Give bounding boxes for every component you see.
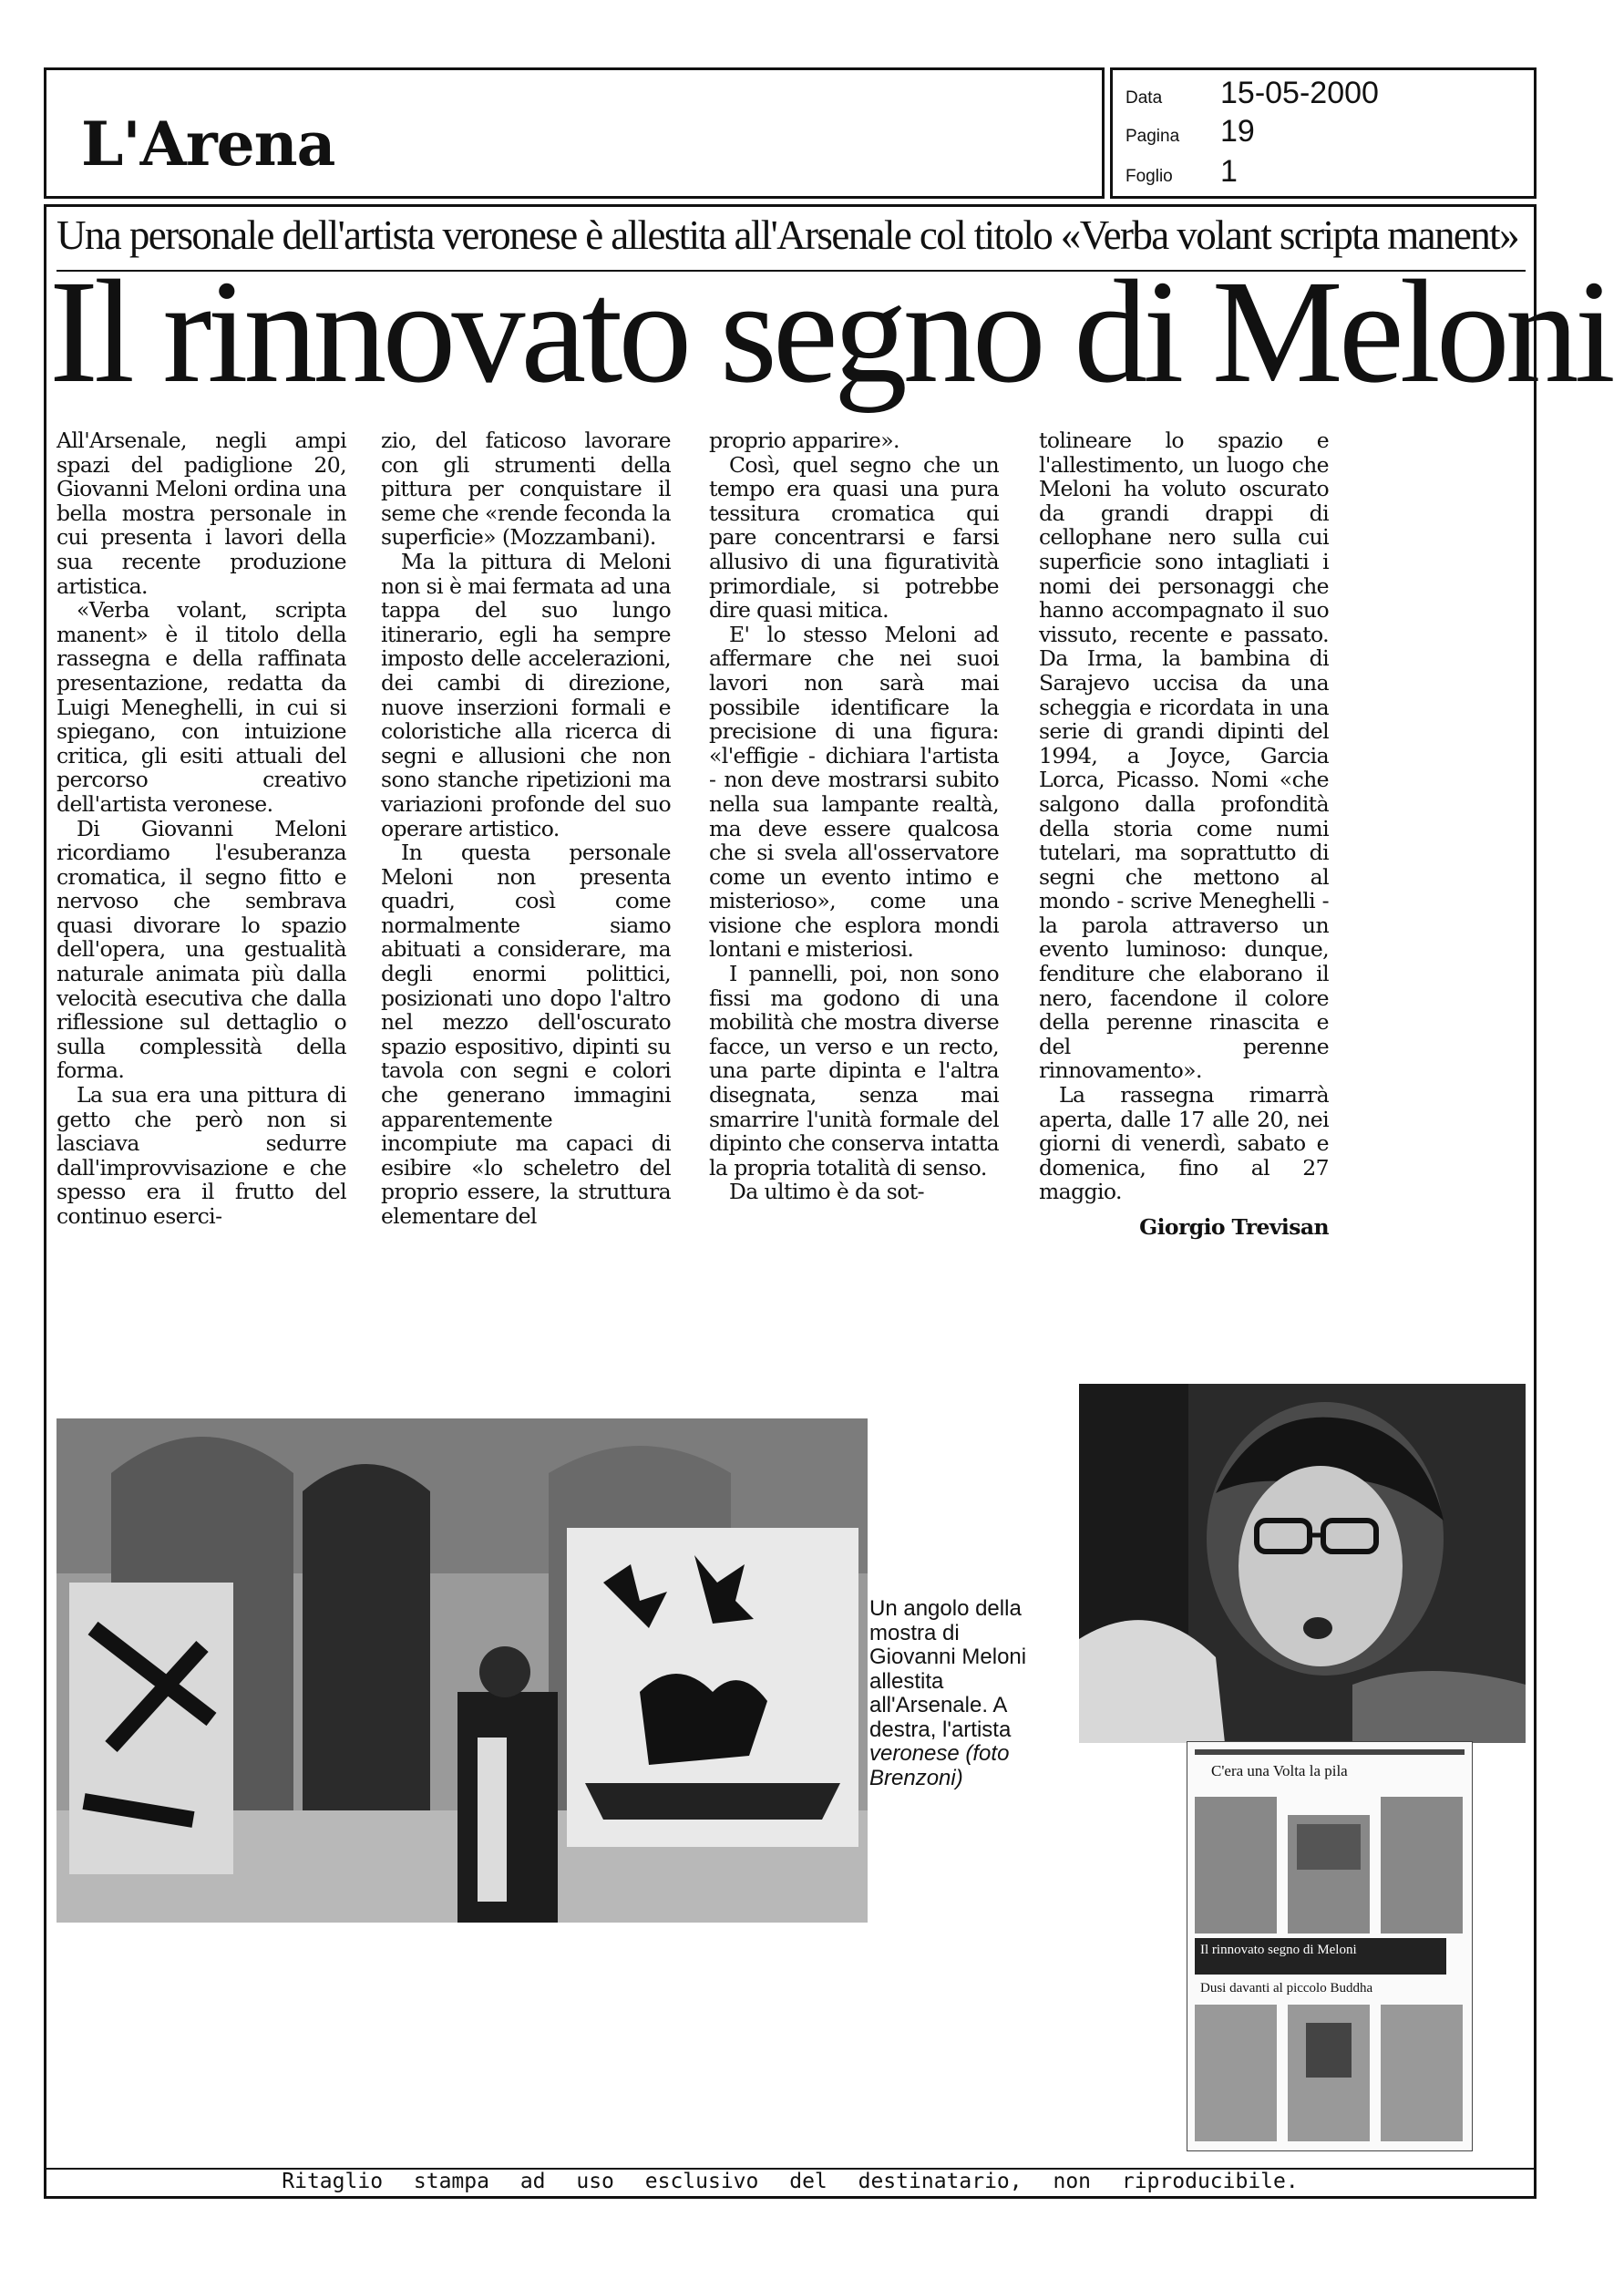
caption-text: Un angolo della mostra di Giovanni Meloni allestita all'Arsenale. A destra, l'artista <box>869 1596 1027 1742</box>
foglio-label: Foglio <box>1125 167 1173 186</box>
paragraph: La rassegna rimarrà aperta, dalle 17 alle 20, nei giorni di venerdì, sabato e domenica, fino al 27 maggio. <box>1039 1082 1329 1205</box>
article-column-2 <box>381 428 671 1229</box>
paragraph: Di Giovanni Meloni ricordiamo l'esuberanza cromatica, il segno fitto e nervoso che sembrava quasi divorare lo spazio dell'opera, una gestualità naturale animata più dalla velocità esecutiva che dalla riflessione sul dettaglio o sulla complessità della forma. <box>57 815 346 1084</box>
pagina-label: Pagina <box>1125 127 1180 146</box>
paragraph: All'Arsenale, negli ampi spazi del padiglione 20, Giovanni Meloni ordina una bella mostra personale in cui presenta i lavori della sua recente produzione artistica. <box>57 428 346 599</box>
page-thumbnail <box>1187 1741 1473 2151</box>
data-label: Data <box>1125 88 1163 108</box>
article-headline: Il rinnovato segno di Meloni <box>49 251 1611 414</box>
data-value: 15-05-2000 <box>1220 76 1379 110</box>
foglio-value: 1 <box>1220 154 1238 189</box>
paragraph: E' lo stesso Meloni ad affermare che nei suoi lavori non sarà mai possibile identificare la precisione di una figura: «l'effigie - dichiara l'artista - non deve mostrarsi subito nella sua lampante realtà, ma deve essere qualcosa che si svela all'osservatore come un evento intimo e misterioso», come una visione che esplora mondi lontani e misteriosi. <box>709 621 999 963</box>
info-row-pagina <box>1125 114 1255 150</box>
thumbnail-bottom-texture <box>1187 1977 1472 2150</box>
paragraph: I pannelli, poi, non sono fissi ma godono di una mobilità che mostra diverse facce, un verso e un recto, una parte dipinta e l'altra disegnata, senza mai smarrire l'unità formale del dipinto che conserva intatta la propria totalità di senso. <box>709 961 999 1181</box>
paragraph: Ma la pittura di Meloni non si è mai fermata ad una tappa del suo lungo itinerario, egli ha sempre imposto delle accelerazioni, dei cambi di direzione, nuove inserzioni formali e coloristiche alla ricerca di segni e allusioni che non sono stanche ripetizioni ma variazioni profonde del suo operare artistico. <box>381 548 671 841</box>
info-row-foglio <box>1125 154 1238 190</box>
caption-italic: veronese (foto Brenzoni) <box>869 1741 1010 1790</box>
author-signature: Giorgio Trevisan <box>1139 1214 1329 1240</box>
article-column-4 <box>1039 428 1329 1240</box>
masthead <box>44 67 1105 199</box>
thumbnail-headline-3: Dusi davanti al piccolo Buddha <box>1200 1981 1373 1995</box>
exhibition-photo <box>57 1418 868 1923</box>
article-kicker: Una personale dell'artista veronese è allestita all'Arsenale col titolo «Verba volant scripta manent» <box>57 212 1518 258</box>
paragraph: Da ultimo è da sot- <box>729 1179 924 1205</box>
clipping-info-box <box>1110 67 1537 199</box>
exhibition-photo-image <box>57 1418 868 1923</box>
thumbnail-headline-1: C'era una Volta la pila <box>1211 1762 1348 1779</box>
clipping-footer: Ritaglio stampa ad uso esclusivo del destinatario, non riproducibile. <box>282 2170 1299 2193</box>
thumbnail-headline-2: Il rinnovato segno di Meloni <box>1200 1943 1357 1957</box>
article-column-1 <box>57 428 346 1229</box>
paragraph: proprio apparire». <box>709 428 899 453</box>
info-row-data <box>1125 76 1379 111</box>
artist-portrait-photo <box>1079 1384 1526 1743</box>
paragraph: Così, quel segno che un tempo era quasi una pura tessitura cromatica qui pare concentrarsi e farsi allusivo di una figuratività primordiale, si potrebbe dire quasi mitica. <box>709 451 999 624</box>
paragraph: tolineare lo spazio e l'allestimento, un luogo che Meloni ha voluto oscurato da grandi drappi di cellophane nero sulla cui superficie sono intagliati i nomi dei personaggi che hanno accompagnato il suo vissuto, recente e passato. Da Irma, la bambina di Sarajevo uccisa da una scheggia e ricordata in una serie di grandi dipinti del 1994, a Joyce, Garcia Lorca, Picasso. Nomi «che salgono dalla profondità della storia come numi tutelari, ma soprattutto di segni che mettono al mondo - scrive Meneghelli - la parola attraverso un evento luminoso: dunque, fenditure che elaborano il nero, facendone il colore della perenne rinascita e del perenne rinnovamento». <box>1039 428 1329 1084</box>
paragraph: In questa personale Meloni non presenta quadri, così come normalmente siamo abituati a considerare, ma degli enormi polittici, posizionati uno dopo l'altro nel mezzo dell'oscurato spazio espositivo, dipinti su tavola con segni e colori che generano immagini apparentemente incompiute ma capaci di esibire «lo scheletro del proprio essere, la struttura elementare del <box>381 840 671 1229</box>
pagina-value: 19 <box>1220 114 1255 149</box>
paragraph: zio, del faticoso lavorare con gli strumenti della pittura per conquistare il seme che «rende feconda la superficie» (Mozzambani). <box>381 428 671 551</box>
photo-caption <box>869 1597 1052 1790</box>
newspaper-logo: L'Arena <box>81 108 335 180</box>
paragraph: «Verba volant, scripta manent» è il titolo della rassegna e della raffinata presentazione, redatta da Luigi Meneghelli, in cui si spiegano, con intuizione critica, gli esiti attuali del percorso creativo dell'artista veronese. <box>57 597 346 817</box>
article-column-3 <box>709 428 999 1204</box>
artist-portrait-image <box>1079 1384 1526 1743</box>
paragraph: La sua era una pittura di getto che però non si lasciava sedurre dall'improvvisazione e che spesso era il frutto del continuo eserci- <box>57 1082 346 1229</box>
